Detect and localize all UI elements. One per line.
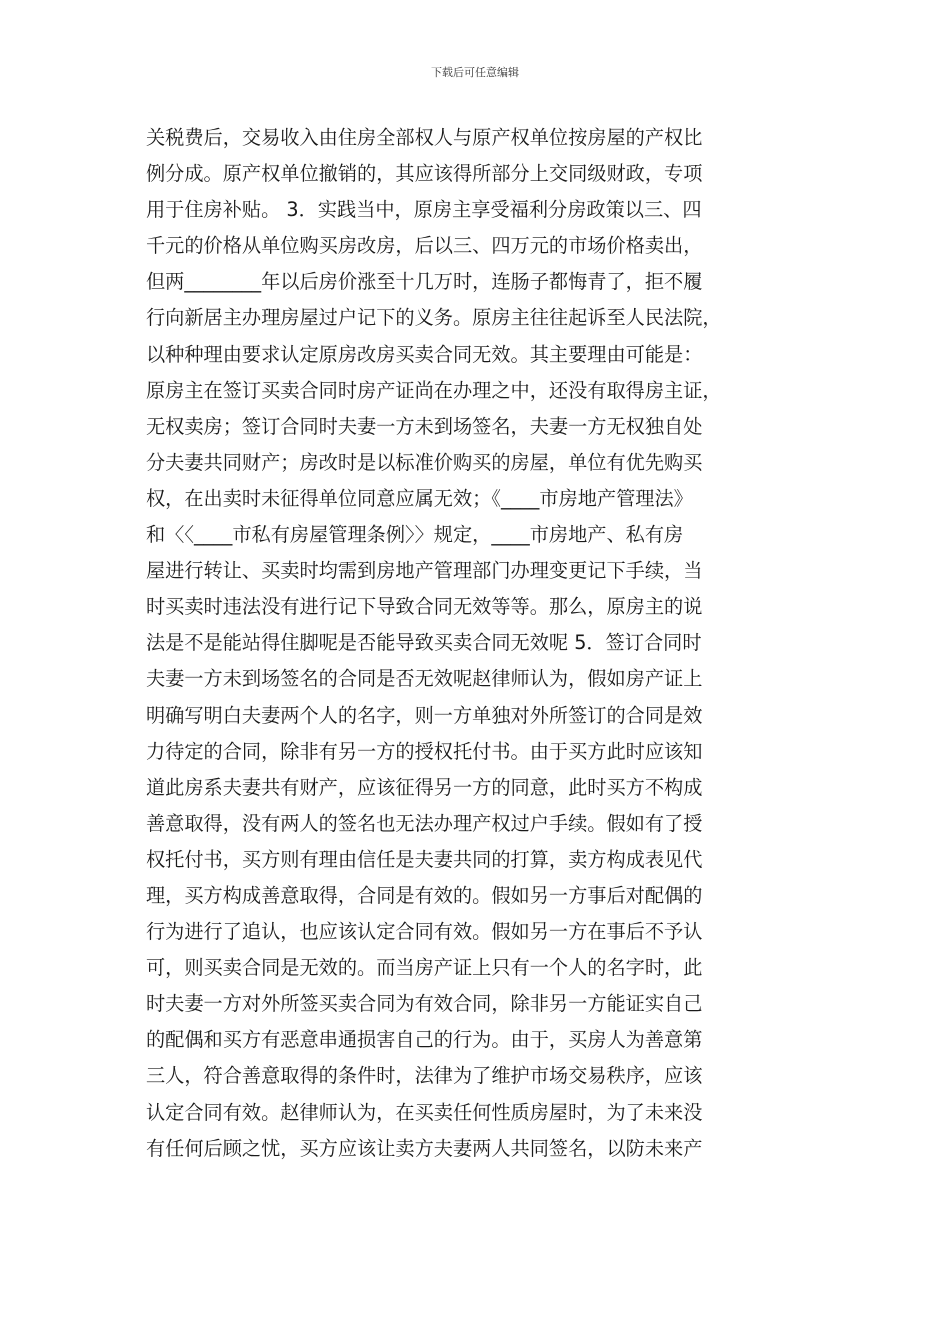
body-line: 关税费后，交易收入由住房全部权人与原产权单位按房屋的产权比 (146, 126, 703, 149)
body-line: 认定合同有效。赵律师认为，在买卖任何性质房屋时，为了未来没 (146, 1100, 703, 1124)
body-line: 力待定的合同，除非有另一方的授权托付书。由于买方此时应该知 (146, 739, 703, 763)
body-line: 有任何后顾之忧，买方应该让卖方夫妻两人共同签名，以防未来产 (146, 1136, 703, 1160)
body-line: 和〈〈____市私有房屋管理条例〉〉规定，____市房地产、私有房 (146, 523, 684, 547)
body-line: 例分成。原产权单位撤销的，其应该得所部分上交同级财政，专项 (146, 162, 703, 186)
body-line: 道此房系夫妻共有财产，应该征得另一方的同意，此时买方不构成 (146, 775, 703, 799)
document-body (146, 120, 810, 1167)
body-line: 时夫妻一方对外所签买卖合同为有效合同，除非另一方能证实自己 (146, 992, 703, 1016)
body-line: 无权卖房；签订合同时夫妻一方未到场签名，夫妻一方无权独自处 (146, 414, 703, 438)
body-line: 用于住房补贴。 3．实践当中，原房主享受福利分房政策以三、四 (146, 198, 702, 222)
body-line: 夫妻一方未到场签名的合同是否无效呢赵律师认为，假如房产证上 (146, 667, 703, 691)
body-line: 行向新居主办理房屋过户记下的义务。原房主往往起诉至人民法院， (146, 306, 722, 330)
body-line: 分夫妻共同财产；房改时是以标准价购买的房屋，单位有优先购买 (146, 450, 703, 474)
body-line: 善意取得，没有两人的签名也无法办理产权过户手续。假如有了授 (146, 811, 703, 835)
body-line: 千元的价格从单位购买房改房，后以三、四万元的市场价格卖出， (146, 234, 703, 258)
body-line: 但两________年以后房价涨至十几万时，连肠子都悔青了，拒不履 (146, 270, 703, 294)
body-line: 屋进行转让、买卖时均需到房地产管理部门办理变更记下手续，当 (146, 559, 703, 583)
body-line: 理，买方构成善意取得，合同是有效的。假如另一方事后对配偶的 (146, 883, 703, 907)
body-line: 三人，符合善意取得的条件时，法律为了维护市场交易秩序，应该 (146, 1064, 703, 1088)
page-header-note: 下载后可任意编辑 (431, 66, 519, 79)
body-line: 原房主在签订买卖合同时房产证尚在办理之中，还没有取得房主证， (146, 378, 722, 402)
body-line: 明确写明白夫妻两个人的名字，则一方单独对外所签订的合同是效 (146, 703, 703, 727)
body-line: 权托付书，买方则有理由信任是夫妻共同的打算，卖方构成表见代 (146, 847, 703, 871)
body-line: 以种种理由要求认定原房改房买卖合同无效。其主要理由可能是： (146, 342, 703, 366)
body-line: 时买卖时违法没有进行记下导致合同无效等等。那么，原房主的说 (146, 595, 703, 619)
body-line: 法是不是能站得住脚呢是否能导致买卖合同无效呢 5．签订合同时 (146, 631, 702, 655)
body-line: 权，在出卖时未征得单位同意应属无效；《____市房地产管理法》 (146, 486, 693, 510)
body-line: 的配偶和买方有恶意串通损害自己的行为。由于，买房人为善意第 (146, 1028, 703, 1052)
body-line: 行为进行了追认，也应该认定合同有效。假如另一方在事后不予认 (146, 920, 703, 944)
body-line: 可，则买卖合同是无效的。而当房产证上只有一个人的名字时，此 (146, 956, 703, 980)
